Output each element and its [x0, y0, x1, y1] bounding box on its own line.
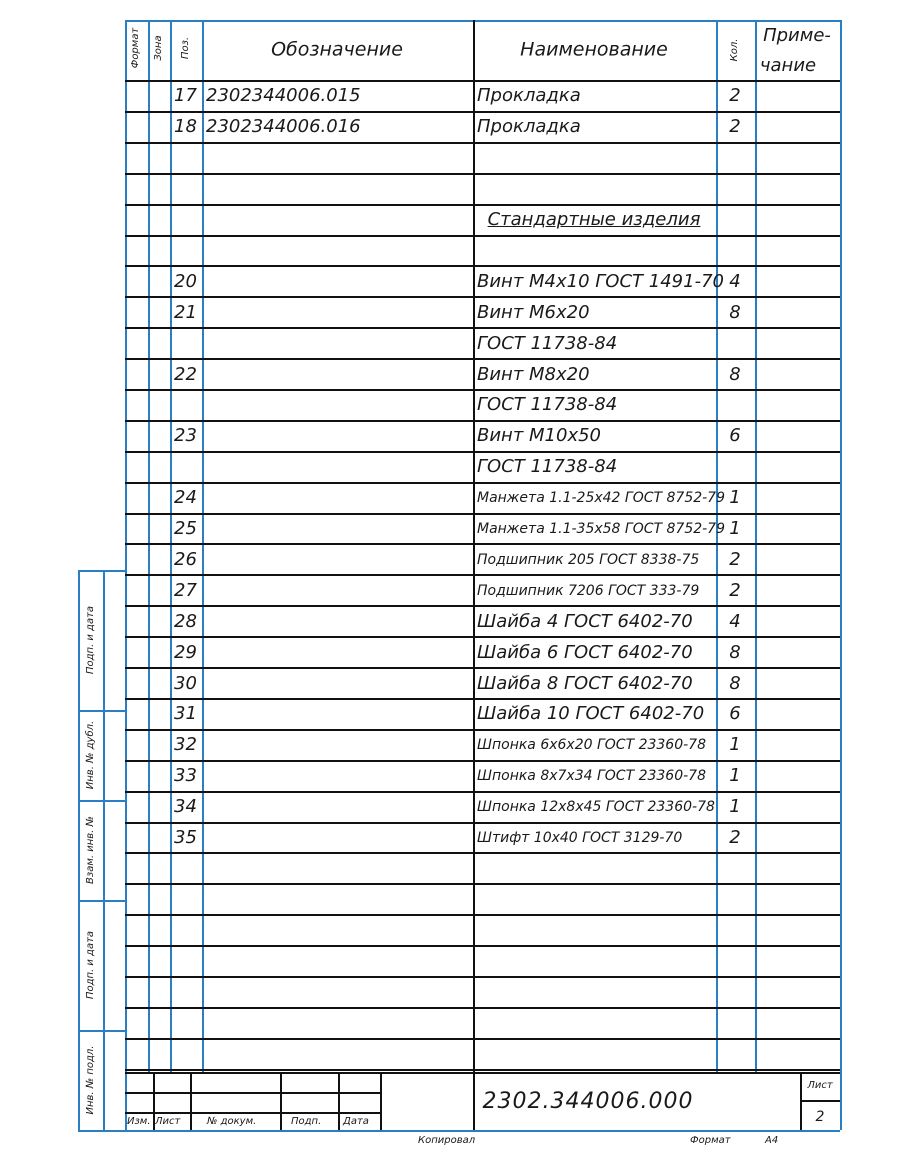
title-block-col	[338, 1072, 340, 1130]
row-name: Шпонка 8х7х34 ГОСТ 23360-78	[477, 768, 706, 785]
document-code: 2302.344006.000	[482, 1089, 694, 1114]
row-line	[125, 760, 840, 762]
row-name: Шпонка 6х6х20 ГОСТ 23360-78	[477, 737, 706, 754]
row-name: Прокладка	[477, 116, 581, 138]
row-pos: 28	[174, 610, 197, 632]
row-name: ГОСТ 11738-84	[477, 332, 618, 354]
row-qty: 2	[729, 579, 741, 601]
row-designation: 2302344006.015	[206, 85, 361, 107]
row-qty: 2	[729, 827, 741, 849]
row-line	[125, 698, 840, 700]
row-line	[125, 1069, 840, 1071]
title-block-sheet-line	[800, 1100, 840, 1102]
row-name: Шайба 10 ГОСТ 6402-70	[477, 703, 705, 725]
row-line	[125, 451, 840, 453]
row-line	[125, 204, 840, 206]
row-line	[125, 914, 840, 916]
row-name: Винт М8х20	[477, 363, 590, 385]
row-pos: 29	[174, 641, 197, 663]
row-pos: 27	[174, 579, 197, 601]
row-name: Подшипник 205 ГОСТ 8338-75	[477, 551, 700, 568]
row-qty: 6	[729, 703, 741, 725]
row-qty: 2	[729, 116, 741, 138]
row-line	[125, 1038, 840, 1040]
frame-bottom	[125, 1130, 840, 1132]
row-qty: 1	[729, 765, 741, 787]
row-line	[125, 513, 840, 515]
row-line	[125, 945, 840, 947]
row-name: Шайба 6 ГОСТ 6402-70	[477, 641, 693, 663]
title-block-col	[280, 1072, 282, 1130]
row-line	[125, 296, 840, 298]
header-qty-label: Кол.	[729, 38, 740, 62]
title-col-sign: Подп.	[291, 1116, 322, 1127]
header-pos-label: Поз.	[180, 36, 191, 60]
row-qty: 4	[729, 610, 741, 632]
title-col-list: Лист	[155, 1116, 181, 1127]
row-pos: 26	[174, 548, 197, 570]
title-col-doc: № докум.	[207, 1116, 257, 1127]
side-strip-outer	[78, 570, 80, 1130]
header-designation-label: Обозначение	[271, 38, 403, 61]
row-name: Винт М10х50	[477, 425, 602, 447]
row-qty: 1	[729, 487, 741, 509]
row-pos: 25	[174, 518, 197, 540]
row-qty: 4	[729, 270, 741, 292]
row-name: Прокладка	[477, 85, 581, 107]
row-line	[125, 605, 840, 607]
side-label: Взам. инв. №	[85, 816, 96, 884]
row-pos: 32	[174, 734, 197, 756]
row-line	[125, 420, 840, 422]
row-name: Манжета 1.1-35х58 ГОСТ 8752-79	[477, 521, 725, 538]
row-line	[125, 791, 840, 793]
footer-copied: Копировал	[418, 1135, 476, 1146]
row-name: Подшипник 7206 ГОСТ 333-79	[477, 582, 700, 599]
sheet-number: 2	[815, 1109, 825, 1125]
row-line	[125, 358, 840, 360]
row-line	[125, 574, 840, 576]
side-label: Инв. № подл.	[85, 1045, 96, 1115]
row-name: Штифт 10х40 ГОСТ 3129-70	[477, 830, 683, 847]
row-qty: 8	[729, 363, 741, 385]
row-pos: 23	[174, 425, 197, 447]
row-pos: 24	[174, 487, 197, 509]
row-pos: 17	[174, 85, 197, 107]
row-line	[125, 265, 840, 267]
side-label: Подп. и дата	[85, 605, 96, 675]
title-block-col	[190, 1072, 192, 1130]
title-col-izm: Изм.	[127, 1116, 151, 1127]
section-title: Стандартные изделия	[487, 209, 701, 231]
row-name: Шайба 4 ГОСТ 6402-70	[477, 610, 693, 632]
row-pos: 18	[174, 116, 197, 138]
row-designation: 2302344006.016	[206, 116, 361, 138]
frame-top	[125, 20, 840, 22]
row-line	[125, 852, 840, 854]
frame-right	[840, 20, 842, 1130]
row-line	[125, 667, 840, 669]
row-qty: 8	[729, 672, 741, 694]
row-name: ГОСТ 11738-84	[477, 394, 618, 416]
side-strip-line	[78, 1030, 125, 1032]
side-strip-line	[78, 800, 125, 802]
row-name: Винт М4х10 ГОСТ 1491-70	[477, 270, 724, 292]
row-name: Шайба 8 ГОСТ 6402-70	[477, 672, 693, 694]
row-qty: 6	[729, 425, 741, 447]
row-line	[125, 1007, 840, 1009]
row-line	[125, 822, 840, 824]
row-name: ГОСТ 11738-84	[477, 456, 618, 478]
header-format-label: Формат	[130, 27, 141, 69]
side-strip-line	[78, 570, 125, 572]
footer-format-value: А4	[765, 1135, 779, 1146]
header-bottom	[125, 80, 840, 82]
row-pos: 31	[174, 703, 197, 725]
side-strip-line	[78, 900, 125, 902]
row-line	[125, 883, 840, 885]
side-label: Инв. № дубл.	[85, 720, 96, 790]
row-qty: 1	[729, 796, 741, 818]
footer-format-label: Формат	[690, 1135, 731, 1146]
row-pos: 20	[174, 270, 197, 292]
row-line	[125, 976, 840, 978]
side-strip-inner	[103, 570, 105, 1130]
row-qty: 1	[729, 518, 741, 540]
row-qty: 2	[729, 548, 741, 570]
header-zone-label: Зона	[153, 35, 164, 61]
row-line	[125, 543, 840, 545]
header-name-label: Наименование	[520, 38, 668, 61]
row-name: Винт М6х20	[477, 301, 590, 323]
title-block-line	[125, 1112, 380, 1114]
sheet-label: Лист	[807, 1080, 833, 1091]
row-line	[125, 111, 840, 113]
side-strip-line	[78, 1130, 125, 1132]
row-line	[125, 235, 840, 237]
row-line	[125, 173, 840, 175]
header-note-label-2: чание	[759, 55, 817, 76]
title-col-date: Дата	[343, 1116, 369, 1127]
row-line	[125, 482, 840, 484]
side-strip-line	[78, 710, 125, 712]
side-label: Подп. и дата	[85, 930, 96, 1000]
row-line	[125, 389, 840, 391]
row-pos: 22	[174, 363, 197, 385]
row-line	[125, 636, 840, 638]
title-block-col	[380, 1072, 382, 1130]
title-block-top	[125, 1072, 840, 1074]
row-line	[125, 327, 840, 329]
row-qty: 8	[729, 641, 741, 663]
row-line	[125, 729, 840, 731]
row-pos: 34	[174, 796, 197, 818]
row-name: Манжета 1.1-25х42 ГОСТ 8752-79	[477, 490, 725, 507]
header-note-label-1: Приме-	[763, 25, 831, 46]
row-pos: 33	[174, 765, 197, 787]
row-qty: 2	[729, 85, 741, 107]
row-name: Шпонка 12х8х45 ГОСТ 23360-78	[477, 799, 715, 816]
row-qty: 1	[729, 734, 741, 756]
row-line	[125, 142, 840, 144]
row-pos: 30	[174, 672, 197, 694]
title-block-line	[125, 1092, 380, 1094]
row-pos: 35	[174, 827, 197, 849]
row-pos: 21	[174, 301, 197, 323]
row-qty: 8	[729, 301, 741, 323]
